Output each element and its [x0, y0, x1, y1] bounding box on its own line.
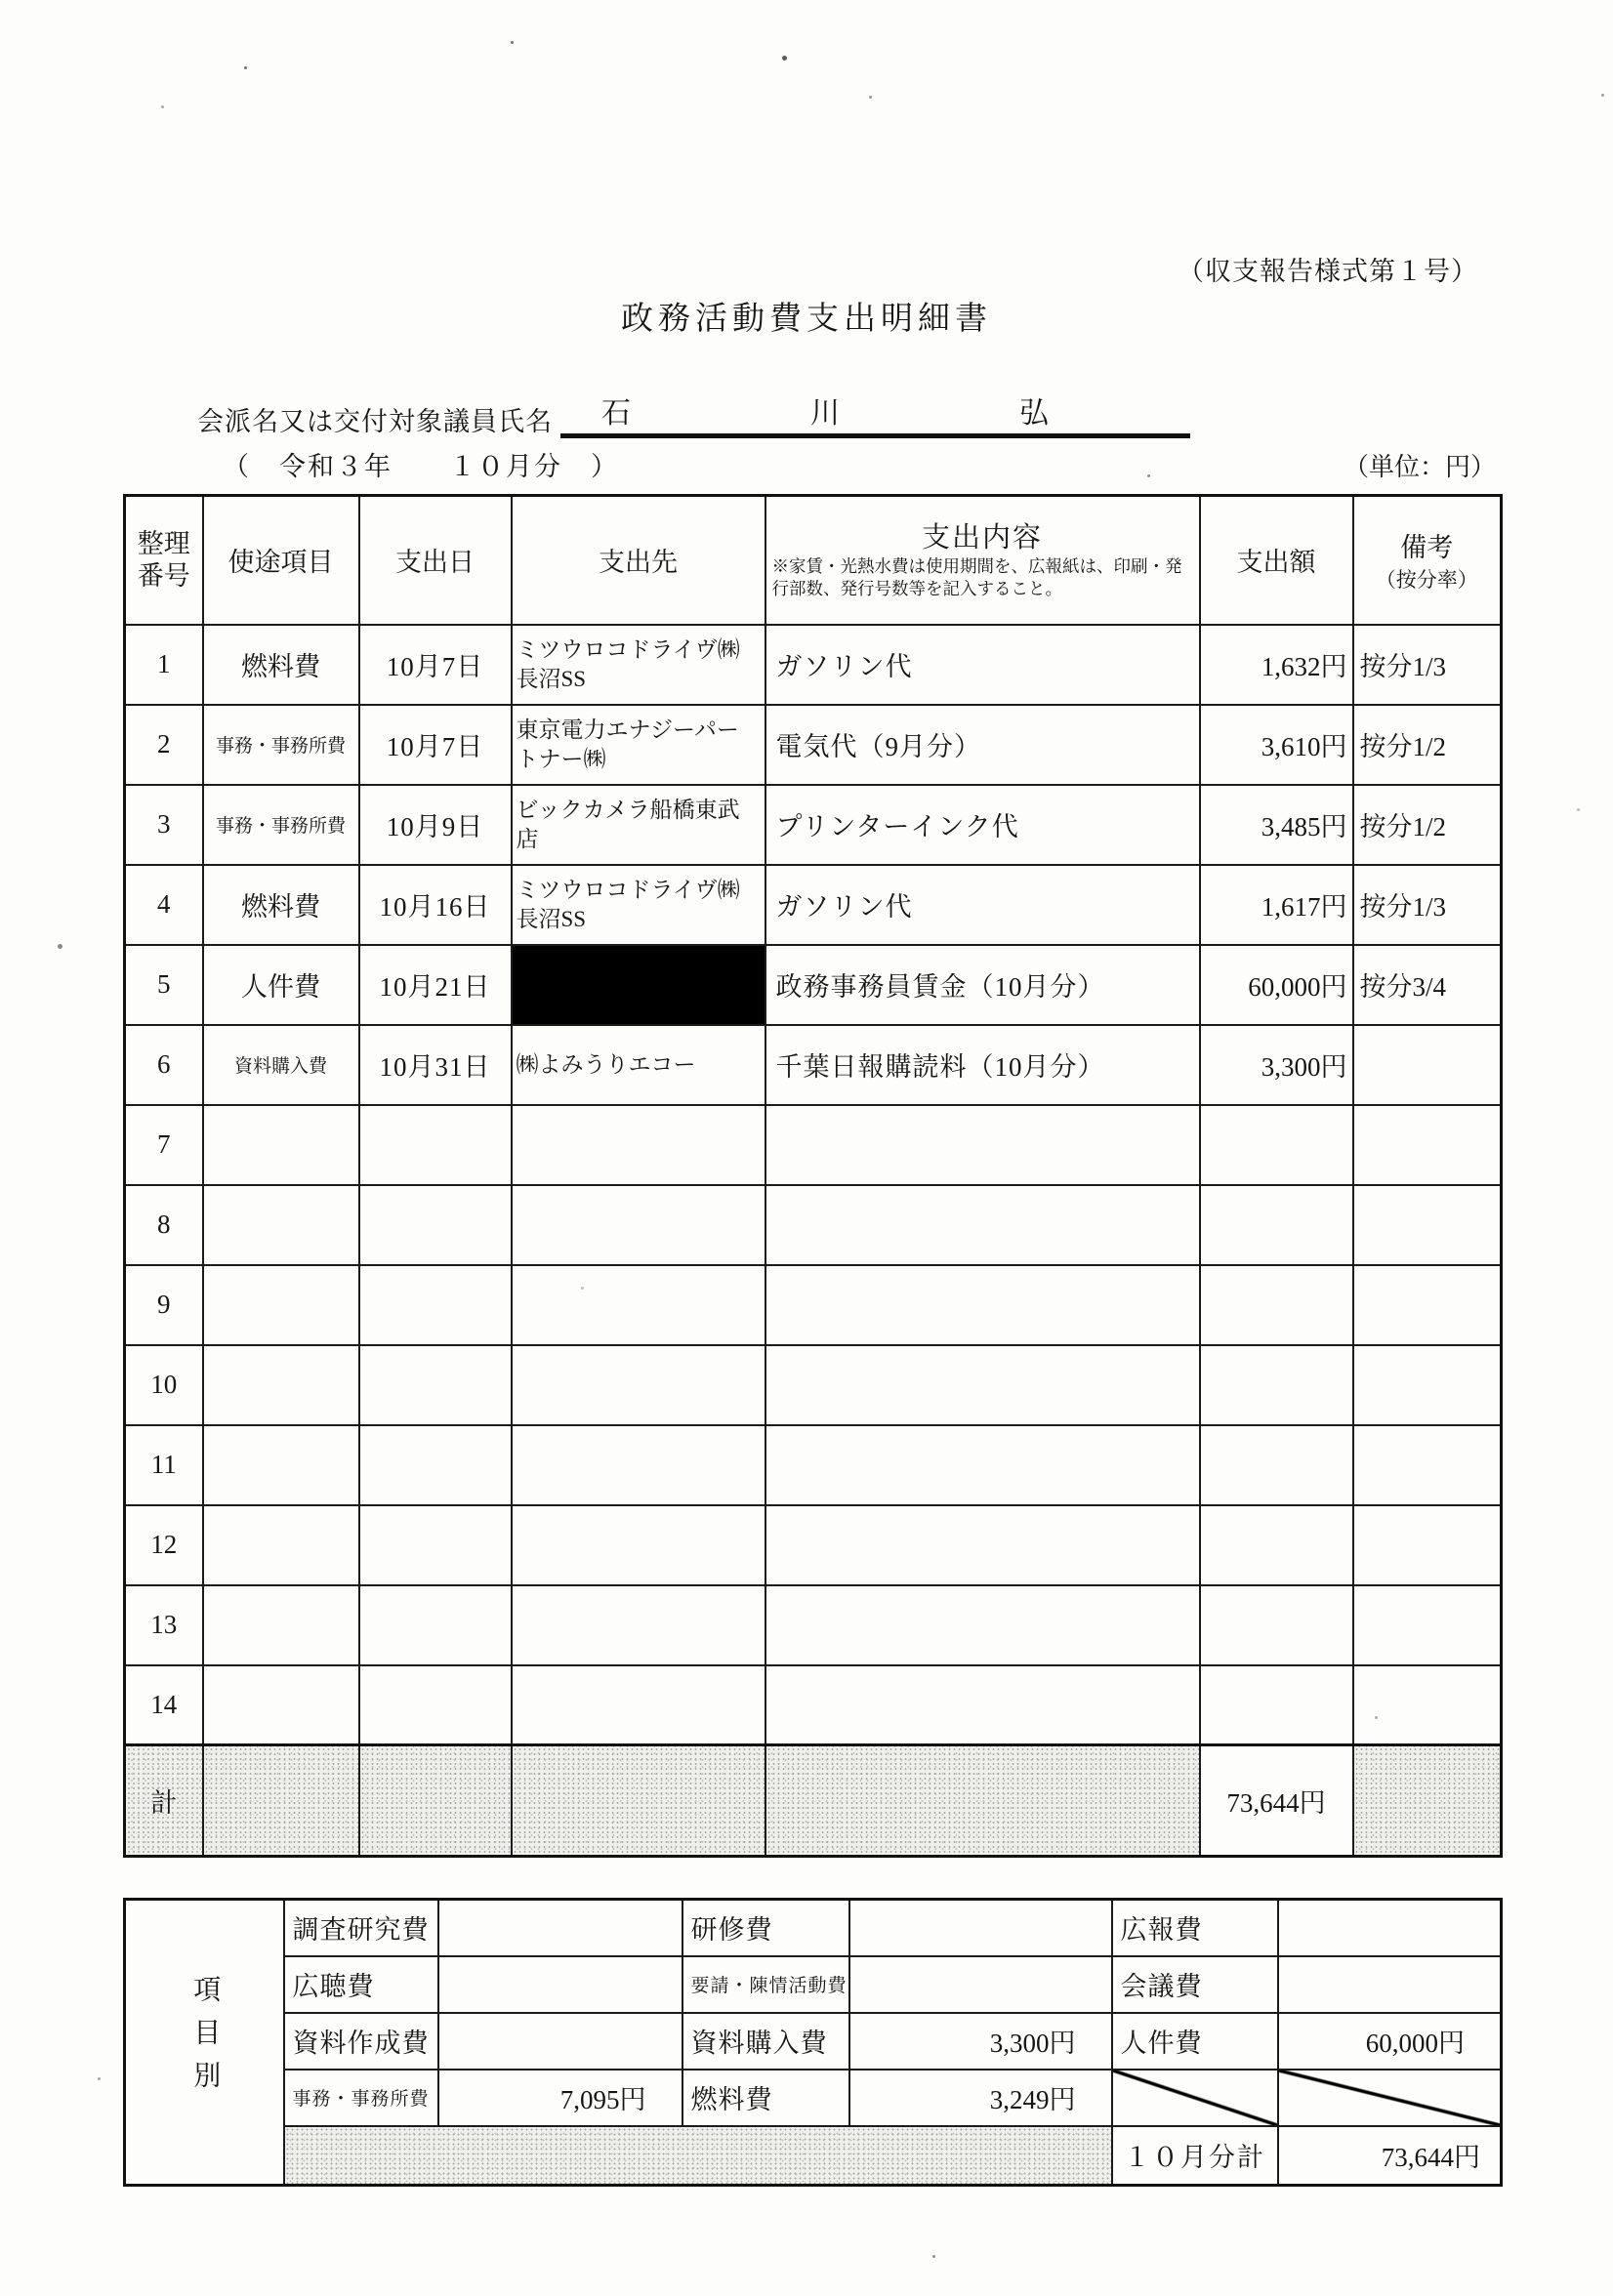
cell-no: 1	[125, 625, 203, 705]
header-shishutsu-saki: 支出先	[512, 496, 765, 625]
summary-label: 事務・事務所費	[284, 2070, 438, 2126]
cell-date: 10月7日	[359, 705, 512, 785]
summary-label: 人件費	[1112, 2013, 1278, 2070]
empty-cell	[765, 1345, 1200, 1425]
summary-value	[438, 1956, 682, 2013]
diagonal-slash-cell	[1112, 2070, 1278, 2126]
empty-cell	[359, 1185, 512, 1265]
cell-payee-redacted	[512, 945, 765, 1025]
cell-date: 10月21日	[359, 945, 512, 1025]
empty-cell	[203, 1665, 359, 1745]
cell-date: 10月7日	[359, 625, 512, 705]
total-shaded-cell	[359, 1745, 512, 1857]
summary-side-label: 項目別	[125, 1900, 284, 2186]
empty-cell	[203, 1345, 359, 1425]
empty-cell	[1200, 1265, 1353, 1345]
table-row-empty	[125, 1505, 1502, 1585]
summary-value: 3,249円	[849, 2070, 1112, 2126]
cell-no: 8	[125, 1185, 203, 1265]
empty-cell	[359, 1345, 512, 1425]
cell-no: 13	[125, 1585, 203, 1665]
cell-content: プリンターインク代	[765, 785, 1200, 865]
empty-cell	[1200, 1425, 1353, 1505]
unit-label: （単位：円）	[1343, 453, 1496, 481]
summary-value: 7,095円	[438, 2070, 682, 2126]
summary-row	[125, 1956, 1502, 2013]
empty-cell	[359, 1425, 512, 1505]
empty-cell	[512, 1505, 765, 1585]
summary-row	[125, 2070, 1502, 2126]
cell-remark: 按分1/3	[1353, 865, 1502, 945]
empty-cell	[1200, 1585, 1353, 1665]
category-summary-table	[123, 1898, 1503, 2187]
cell-no: 6	[125, 1025, 203, 1105]
diagonal-slash-cell	[1278, 2070, 1502, 2126]
total-label-cell: 計	[125, 1745, 203, 1857]
name-char: 川	[810, 397, 840, 430]
summary-label: 資料作成費	[284, 2013, 438, 2070]
empty-cell	[1353, 1265, 1502, 1345]
cell-content: 電気代（9月分）	[765, 705, 1200, 785]
empty-cell	[512, 1105, 765, 1185]
expense-detail-table	[123, 494, 1503, 1858]
summary-value	[849, 1900, 1112, 1956]
summary-total-row	[125, 2126, 1502, 2186]
cell-date: 10月16日	[359, 865, 512, 945]
name-char: 石	[601, 397, 631, 430]
cell-payee: ㈱よみうりエコー	[512, 1025, 765, 1105]
cell-amount: 60,000円	[1200, 945, 1353, 1025]
name-char: 弘	[1019, 397, 1049, 430]
empty-cell	[512, 1345, 765, 1425]
header-shishutsu-naiyo: 支出内容 ※家賃・光熱水費は使用期間を、広報紙は、印刷・発行部数、発行号数等を記入すること。	[765, 496, 1200, 625]
cell-no: 7	[125, 1105, 203, 1185]
empty-cell	[203, 1265, 359, 1345]
empty-cell	[203, 1505, 359, 1585]
cell-remark	[1353, 1025, 1502, 1105]
redaction-box	[512, 945, 765, 1025]
cell-remark: 按分3/4	[1353, 945, 1502, 1025]
summary-label: 会議費	[1112, 1956, 1278, 2013]
empty-cell	[203, 1185, 359, 1265]
empty-cell	[359, 1585, 512, 1665]
total-shaded-cell	[512, 1745, 765, 1857]
empty-cell	[512, 1665, 765, 1745]
summary-value	[438, 2013, 682, 2070]
summary-value: 60,000円	[1278, 2013, 1502, 2070]
empty-cell	[765, 1585, 1200, 1665]
cell-payee: ミツウロコドライヴ㈱長沼SS	[512, 865, 765, 945]
cell-item: 事務・事務所費	[203, 705, 359, 785]
summary-label: 広報費	[1112, 1900, 1278, 1956]
cell-no: 5	[125, 945, 203, 1025]
empty-cell	[765, 1105, 1200, 1185]
table-row	[125, 1025, 1502, 1105]
total-shaded-cell	[765, 1745, 1200, 1857]
table-row-empty	[125, 1345, 1502, 1425]
table-row	[125, 945, 1502, 1025]
header-shito-komoku: 使途項目	[203, 496, 359, 625]
empty-cell	[359, 1665, 512, 1745]
summary-shaded-cell	[284, 2126, 1112, 2186]
cell-no: 9	[125, 1265, 203, 1345]
scan-speckles	[244, 66, 247, 69]
member-name-label: 会派名又は交付対象議員氏名	[197, 407, 553, 436]
cell-no: 3	[125, 785, 203, 865]
empty-cell	[1353, 1185, 1502, 1265]
table-row-empty	[125, 1425, 1502, 1505]
cell-no: 2	[125, 705, 203, 785]
table-row-empty	[125, 1585, 1502, 1665]
table-header-row	[125, 496, 1502, 625]
empty-cell	[1353, 1665, 1502, 1745]
cell-item: 人件費	[203, 945, 359, 1025]
summary-total-label: １０月分計	[1112, 2126, 1278, 2186]
form-number-label: （収支報告様式第１号）	[1178, 257, 1478, 286]
cell-date: 10月9日	[359, 785, 512, 865]
cell-date: 10月31日	[359, 1025, 512, 1105]
cell-item: 資料購入費	[203, 1025, 359, 1105]
header-seiri-bango: 整理 番号	[125, 496, 203, 625]
empty-cell	[765, 1185, 1200, 1265]
empty-cell	[765, 1505, 1200, 1585]
summary-label: 広聴費	[284, 1956, 438, 2013]
cell-no: 14	[125, 1665, 203, 1745]
empty-cell	[1200, 1185, 1353, 1265]
empty-cell	[1353, 1345, 1502, 1425]
cell-remark: 按分1/2	[1353, 705, 1502, 785]
empty-cell	[203, 1105, 359, 1185]
table-row-empty	[125, 1665, 1502, 1745]
summary-value	[1278, 1900, 1502, 1956]
period-label: （ 令和３年 １０月分 ）	[223, 452, 619, 481]
empty-cell	[765, 1265, 1200, 1345]
empty-cell	[1353, 1105, 1502, 1185]
summary-label: 要請・陳情活動費	[682, 1956, 849, 2013]
empty-cell	[1200, 1105, 1353, 1185]
empty-cell	[512, 1265, 765, 1345]
table-row	[125, 785, 1502, 865]
member-name-value	[560, 389, 1190, 438]
cell-content: ガソリン代	[765, 625, 1200, 705]
cell-payee: 東京電力エナジーパートナー㈱	[512, 705, 765, 785]
cell-content: ガソリン代	[765, 865, 1200, 945]
summary-value	[849, 1956, 1112, 2013]
empty-cell	[512, 1425, 765, 1505]
header-biko: 備考 （按分率）	[1353, 496, 1502, 625]
table-row	[125, 625, 1502, 705]
cell-no: 4	[125, 865, 203, 945]
total-amount-cell: 73,644円	[1200, 1745, 1353, 1857]
summary-row	[125, 1900, 1502, 1956]
empty-cell	[203, 1425, 359, 1505]
empty-cell	[1200, 1505, 1353, 1585]
summary-label: 研修費	[682, 1900, 849, 1956]
cell-amount: 3,485円	[1200, 785, 1353, 865]
document-title: 政務活動費支出明細書	[621, 302, 992, 337]
cell-item: 事務・事務所費	[203, 785, 359, 865]
cell-content: 千葉日報購読料（10月分）	[765, 1025, 1200, 1105]
empty-cell	[512, 1585, 765, 1665]
empty-cell	[1353, 1505, 1502, 1585]
table-row-empty	[125, 1265, 1502, 1345]
cell-item: 燃料費	[203, 625, 359, 705]
summary-total-value: 73,644円	[1278, 2126, 1502, 2186]
table-total-row	[125, 1745, 1502, 1857]
cell-no: 10	[125, 1345, 203, 1425]
summary-value: 3,300円	[849, 2013, 1112, 2070]
total-shaded-cell	[203, 1745, 359, 1857]
empty-cell	[1353, 1585, 1502, 1665]
cell-item: 燃料費	[203, 865, 359, 945]
cell-no: 12	[125, 1505, 203, 1585]
summary-label: 燃料費	[682, 2070, 849, 2126]
empty-cell	[765, 1425, 1200, 1505]
header-shishutsu-gaku: 支出額	[1200, 496, 1353, 625]
cell-no: 11	[125, 1425, 203, 1505]
empty-cell	[1200, 1345, 1353, 1425]
empty-cell	[765, 1665, 1200, 1745]
empty-cell	[512, 1185, 765, 1265]
table-row	[125, 865, 1502, 945]
cell-amount: 1,617円	[1200, 865, 1353, 945]
cell-remark: 按分1/2	[1353, 785, 1502, 865]
summary-row	[125, 2013, 1502, 2070]
empty-cell	[359, 1105, 512, 1185]
cell-amount: 3,300円	[1200, 1025, 1353, 1105]
summary-value	[438, 1900, 682, 1956]
cell-amount: 3,610円	[1200, 705, 1353, 785]
header-shishutsu-bi: 支出日	[359, 496, 512, 625]
summary-label: 調査研究費	[284, 1900, 438, 1956]
cell-remark: 按分1/3	[1353, 625, 1502, 705]
total-shaded-cell	[1353, 1745, 1502, 1857]
empty-cell	[359, 1265, 512, 1345]
summary-value	[1278, 1956, 1502, 2013]
table-row	[125, 705, 1502, 785]
empty-cell	[203, 1585, 359, 1665]
empty-cell	[1353, 1425, 1502, 1505]
summary-label: 資料購入費	[682, 2013, 849, 2070]
cell-amount: 1,632円	[1200, 625, 1353, 705]
empty-cell	[1200, 1665, 1353, 1745]
cell-payee: ミツウロコドライヴ㈱長沼SS	[512, 625, 765, 705]
member-name-line	[197, 389, 1190, 438]
table-row-empty	[125, 1185, 1502, 1265]
cell-content: 政務事務員賃金（10月分）	[765, 945, 1200, 1025]
empty-cell	[359, 1505, 512, 1585]
cell-payee: ビックカメラ船橋東武店	[512, 785, 765, 865]
table-row-empty	[125, 1105, 1502, 1185]
